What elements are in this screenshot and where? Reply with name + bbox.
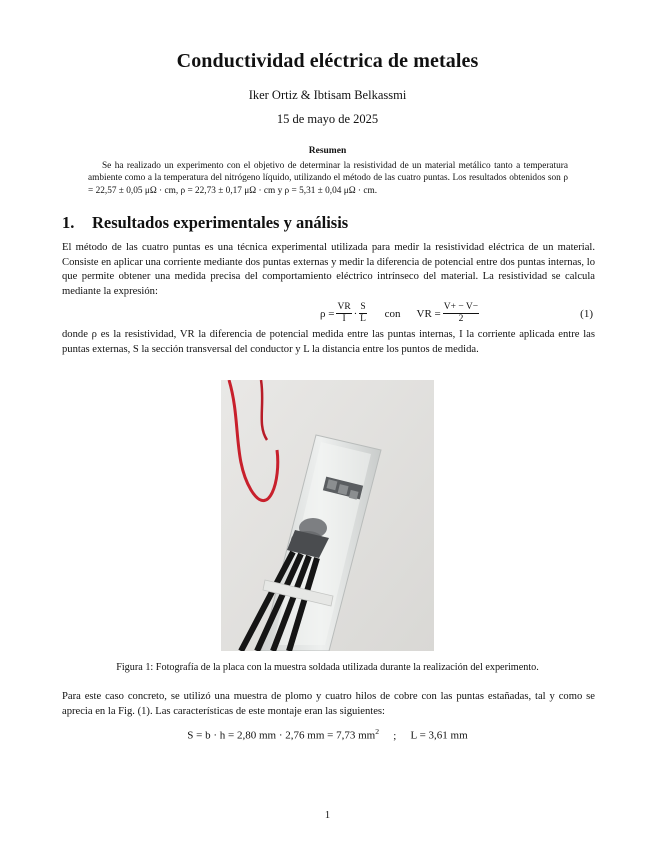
page-number: 1 [324, 810, 331, 821]
figure-photo [221, 380, 434, 651]
fraction-denominator: L [360, 314, 366, 324]
paragraph-definitions [62, 328, 595, 357]
eq2-left: S = b · h = 2,80 mm · 2,76 mm = 7,73 mm [187, 729, 376, 742]
eq-lhs: ρ = [320, 307, 335, 320]
section-number: 1. [62, 213, 75, 232]
paragraph-definitions-text: donde ρ es la resistividad, VR la diferencia de potencial medida entre las puntas internas, I la corriente aplicada entre las puntas externas, S la sección transversal del conductor y L la distancia entre los puntos de medida. [62, 329, 595, 355]
eq2-left-exponent: 2 [375, 727, 380, 736]
section-heading [62, 213, 348, 233]
paragraph-method [62, 241, 595, 299]
fraction-numerator: S [360, 302, 366, 312]
paper-title: Conductividad eléctrica de metales [176, 50, 479, 72]
abstract-text: Se ha realizado un experimento con el objetivo de determinar la resistividad de un material metálico tanto a temperatura ambiente como a la temperatura del nitrógeno líquido, utilizando el método de las cuatro puntas. Los resultados obtenidos son ρ = 22,57 ± 0,05 μΩ · cm, ρ = 22,73 ± 0,17 μΩ · cm y ρ = 5,31 ± 0,04 μΩ · cm. [88, 161, 568, 196]
fraction-numerator: V+ − V− [443, 302, 479, 312]
fraction-denominator: I [342, 314, 346, 324]
paragraph-setup [62, 690, 595, 719]
eq-vr-lhs: VR = [416, 307, 441, 320]
paper-authors: Iker Ortiz & Ibtisam Belkassmi [248, 88, 407, 102]
paragraph-method-text: El método de las cuatro puntas es una técnica experimental utilizada para medir la resistividad eléctrica de un material. Consiste en aplicar una corriente mediante dos puntas externas y medir la diferencia de potencial entre dos puntas internas, lo que permite obtener una medida precisa del comportamiento eléctrico intrínseco del material. La resistividad se calcula mediante la expresión: [62, 242, 595, 297]
paragraph-setup-text: Para este caso concreto, se utilizó una muestra de plomo y cuatro hilos de cobre con las puntas estañadas, tal y como se aprecia en la Fig. (1). Las características de este montaje eran las siguientes: [62, 691, 595, 717]
paper-date: 15 de mayo de 2025 [276, 112, 379, 126]
fraction-s-over-l [359, 302, 366, 325]
fraction-numerator: VR [337, 302, 351, 312]
section-title: Resultados experimentales y análisis [92, 213, 349, 232]
equation-dimensions [0, 727, 655, 742]
equation-number: (1) [580, 308, 593, 320]
sample-plate-photo [221, 380, 434, 651]
eq-dot: · [353, 307, 358, 320]
abstract-heading: Resumen [308, 146, 347, 156]
eq-connector: con [384, 307, 401, 320]
equation-resistivity [62, 302, 595, 328]
figure-caption: Figura 1: Fotografía de la placa con la muestra soldada utilizada durante la realización del experimento. [116, 662, 539, 673]
fraction-denominator: 2 [458, 314, 464, 324]
fraction-vr-definition [443, 302, 479, 325]
fraction-vr-over-i [336, 302, 351, 325]
eq2-separator: ; [393, 729, 397, 742]
abstract [88, 160, 568, 197]
eq2-right: L = 3,61 mm [410, 729, 468, 742]
